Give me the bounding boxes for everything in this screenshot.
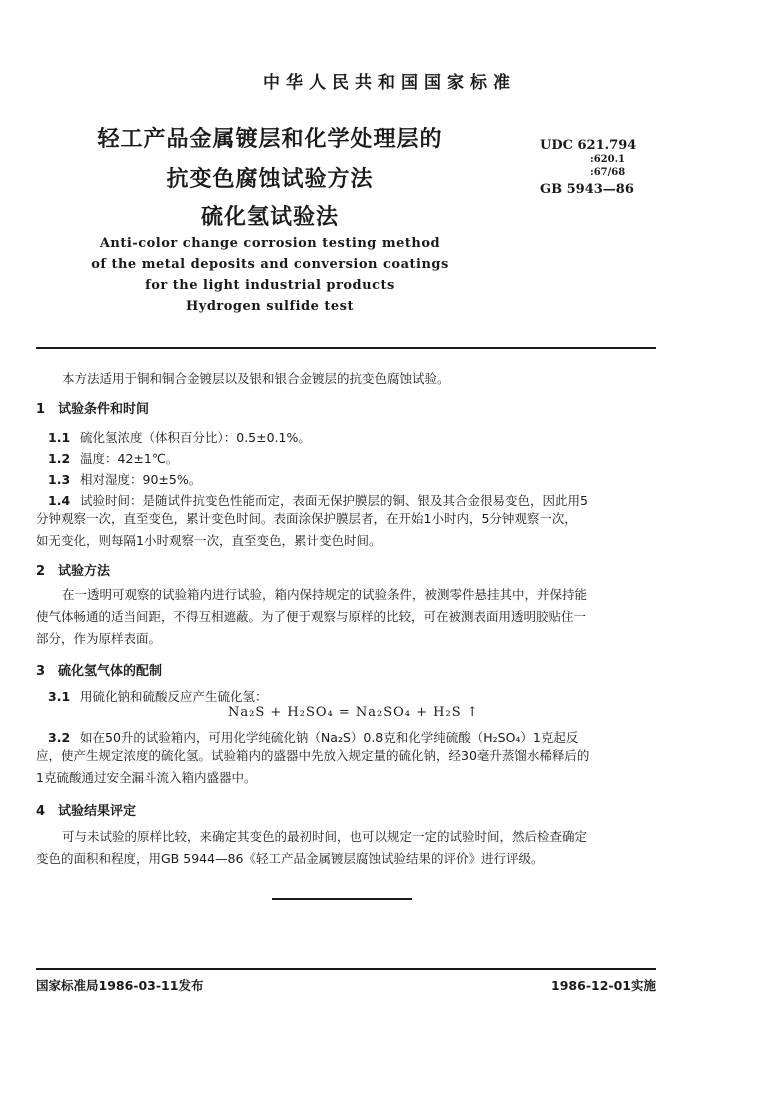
- footer-divider: [36, 968, 656, 970]
- item-number: 1.4: [48, 493, 71, 508]
- section4-line2: 变色的面积和程度，用GB 5944—86《轻工产品金属镀层腐蚀试验结果的评价》进行评级。: [36, 851, 544, 866]
- section1-title: 试验条件和时间: [58, 402, 150, 417]
- item-text: 用硫化钠和硫酸反应产生硫化氢：: [80, 689, 268, 704]
- section1-item2: [48, 449, 178, 467]
- title-en-line1: Anti-color change corrosion testing method: [99, 236, 441, 251]
- section1-item4-line2: 分钟观察一次，直至变色，累计变色时间。表面涂保护膜层者，在开始1小时内，5分钟观察一次，: [36, 511, 577, 526]
- gb-number: GB 5943—86: [540, 182, 634, 197]
- item-number: 1.3: [48, 472, 71, 487]
- section2-line2: 使气体畅通的适当间距，不得互相遮蔽。为了便于观察与原样的比较，可在被测表面用透明胶贴住一: [36, 609, 587, 624]
- section1-item3: [48, 470, 201, 488]
- title-en-line4: Hydrogen sulfide test: [185, 299, 354, 314]
- section3-item2-line1: [48, 728, 578, 746]
- item-text: 相对湿度：90±5%。: [80, 472, 202, 487]
- title-cn-line2: 抗变色腐蚀试验方法: [166, 167, 374, 192]
- section3-heading: [36, 660, 162, 679]
- section2-heading: [36, 560, 110, 579]
- section4-line1: 可与未试验的原样比较，来确定其变色的最初时间，也可以规定一定的试验时间，然后检查确定: [62, 829, 588, 844]
- item-text: 硫化氢浓度（体积百分比）：0.5±0.1%。: [80, 430, 311, 445]
- title-cn-line3: 硫化氢试验法: [200, 205, 339, 230]
- title-en-line2: of the metal deposits and conversion coatings: [91, 257, 449, 272]
- item-text: 试验时间：是随试件抗变色性能而定，表面无保护膜层的铜、银及其合金很易变色，因此用5: [80, 493, 588, 508]
- item-text: 温度：42±1℃。: [80, 451, 179, 466]
- section4-heading: [36, 800, 136, 819]
- section2-number: 2: [36, 564, 46, 579]
- section3-item2-line3: 1克硫酸通过安全漏斗流入箱内盛器中。: [36, 770, 257, 785]
- section4-title: 试验结果评定: [58, 804, 137, 819]
- udc-sub1: :620.1: [590, 154, 626, 165]
- intro-paragraph: 本方法适用于铜和铜合金镀层以及银和银合金镀层的抗变色腐蚀试验。: [62, 371, 450, 386]
- section3-title: 硫化氢气体的配制: [58, 664, 163, 679]
- chemical-equation: Na₂S + H₂SO₄ = Na₂SO₄ + H₂S ↑: [228, 705, 479, 720]
- section3-item2-line2: 应，使产生规定浓度的硫化氢。试验箱内的盛器中先放入规定量的硫化钠，经30毫升蒸馏水稀释后的: [36, 748, 590, 763]
- item-number: 1.1: [48, 430, 71, 445]
- section1-heading: [36, 398, 149, 417]
- item-number: 3.1: [48, 689, 71, 704]
- item-text: 如在50升的试验箱内，可用化学纯硫化钠（Na₂S）0.8克和化学纯硫酸（H₂SO₄）1克起反: [80, 730, 579, 745]
- item-number: 3.2: [48, 730, 71, 745]
- effective-date: 1986-12-01实施: [551, 978, 656, 993]
- title-cn-line1: 轻工产品金属镀层和化学处理层的: [97, 127, 443, 152]
- end-divider: [272, 898, 412, 900]
- section3-number: 3: [36, 664, 46, 679]
- section1-item4-line1: [48, 491, 588, 509]
- title-en-line3: for the light industrial products: [145, 278, 395, 293]
- section1-item1: [48, 428, 311, 446]
- section2-title: 试验方法: [58, 564, 111, 579]
- section3-item1: [48, 687, 268, 705]
- udc-sub2: :67/68: [590, 167, 626, 178]
- standard-type-header: 中华人民共和国国家标准: [263, 73, 516, 93]
- udc-code: UDC 621.794: [540, 138, 637, 153]
- section2-line3: 部分，作为原样表面。: [36, 631, 162, 646]
- section4-number: 4: [36, 804, 46, 819]
- section1-number: 1: [36, 402, 46, 417]
- item-number: 1.2: [48, 451, 71, 466]
- issue-date: 国家标准局1986-03-11发布: [36, 978, 204, 993]
- section1-item4-line3: 如无变化，则每隔1小时观察一次，直至变色，累计变色时间。: [36, 533, 382, 548]
- section2-line1: 在一透明可观察的试验箱内进行试验，箱内保持规定的试验条件，被测零件悬挂其中，并保持能: [62, 587, 588, 602]
- header-divider: [36, 347, 656, 349]
